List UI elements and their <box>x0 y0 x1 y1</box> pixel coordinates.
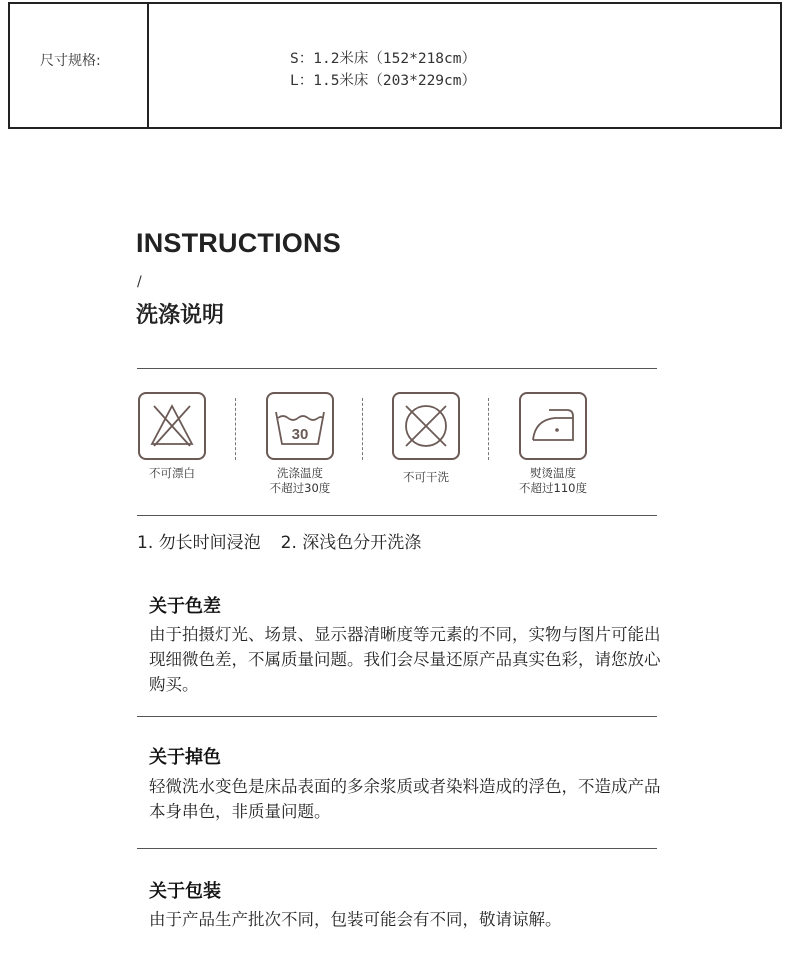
divider <box>137 716 657 717</box>
divider <box>137 848 657 849</box>
section-title-packaging: 关于包装 <box>149 881 221 902</box>
care-caption: 不可干洗 <box>403 470 449 484</box>
instructions-heading: INSTRUCTIONS <box>136 228 341 258</box>
care-item-no-dry-clean <box>376 392 476 485</box>
heading-slash: / <box>137 274 142 290</box>
no-bleach-icon <box>138 392 206 460</box>
note-item: 1. 勿长时间浸泡 <box>137 533 261 553</box>
section-body-packaging: 由于产品生产批次不同，包装可能会有不同，敬请谅解。 <box>149 910 562 929</box>
dashed-separator <box>362 398 363 460</box>
section-body-fading: 轻微洗水变色是床品表面的多余浆质或者染料造成的浮色，不造成产品本身串色，非质量问题。 <box>149 777 661 821</box>
care-caption: 熨烫温度 <box>530 466 576 480</box>
iron-icon <box>519 392 587 460</box>
section-body-color-diff: 由于拍摄灯光、场景、显示器清晰度等元素的不同，实物与图片可能出现细微色差，不属质量问题。我们会尽量还原产品真实色彩，请您放心购买。 <box>149 625 661 694</box>
care-item-iron <box>503 392 603 496</box>
section-title-fading: 关于掉色 <box>149 747 221 768</box>
dashed-separator <box>488 398 489 460</box>
size-spec-s: S：1.2米床（152*218cm） <box>290 51 476 67</box>
size-spec-label: 尺寸规格: <box>40 53 101 69</box>
dashed-separator <box>235 398 236 460</box>
wash-instructions-heading: 洗涤说明 <box>136 303 225 328</box>
size-spec-table <box>8 2 782 129</box>
wash-temp-label: 30 <box>291 426 309 443</box>
care-caption: 不可漂白 <box>149 466 195 480</box>
care-caption-sub: 不超过30度 <box>269 481 331 495</box>
no-dry-clean-icon <box>392 392 460 460</box>
care-caption: 洗涤温度 <box>277 466 323 480</box>
divider <box>137 368 657 369</box>
section-title-color-diff: 关于色差 <box>149 596 221 617</box>
note-item: 2. 深浅色分开洗涤 <box>280 533 422 553</box>
table-divider <box>147 4 149 127</box>
wash-notes <box>137 528 441 553</box>
divider <box>137 515 657 516</box>
wash-30-icon <box>266 392 334 460</box>
care-item-no-bleach <box>122 392 222 481</box>
size-spec-values <box>290 48 476 92</box>
care-item-wash-30 <box>250 392 350 496</box>
care-caption-sub: 不超过110度 <box>519 481 587 495</box>
size-spec-l: L：1.5米床（203*229cm） <box>290 73 476 89</box>
